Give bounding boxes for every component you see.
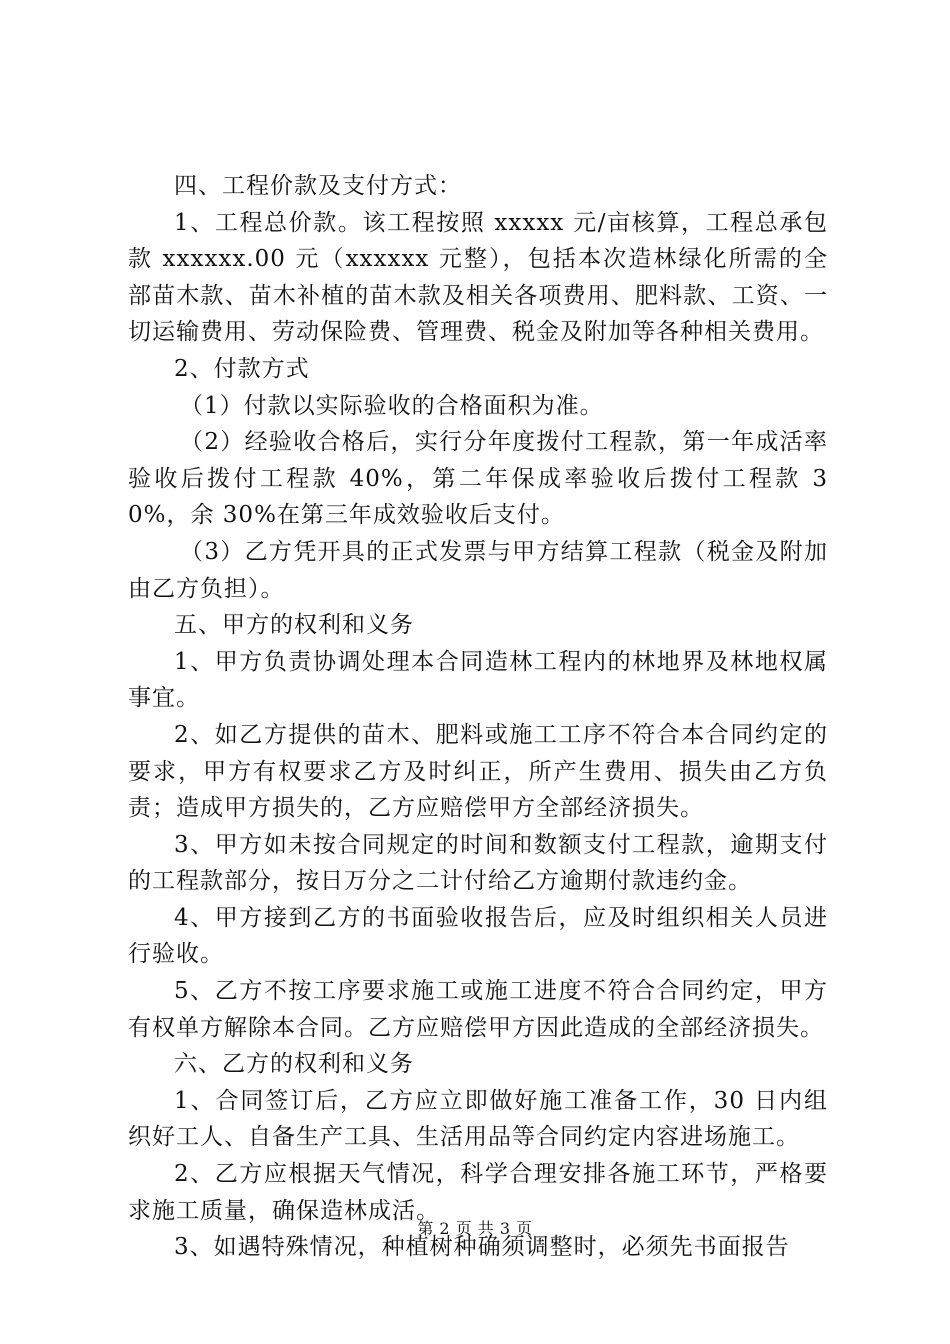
paragraph-party-a-3: 3、甲方如未按合同规定的时间和数额支付工程款，逾期支付的工程款部分，按日万分之二计付给乙方逾期付款违约金。 bbox=[128, 831, 828, 895]
paragraph-party-b-3: 3、如遇特殊情况，种植树种确须调整时，必须先书面报告 bbox=[174, 1234, 790, 1261]
section-heading-6: 六、乙方的权利和义务 bbox=[174, 1051, 414, 1078]
paragraph-party-a-5: 5、乙方不按工序要求施工或施工进度不符合合同约定，甲方有权单方解除本合同。乙方应赔偿甲方因此造成的全部经济损失。 bbox=[128, 978, 828, 1041]
paragraph-payment-3: （3）乙方凭开具的正式发票与甲方结算工程款（税金及附加由乙方负担）。 bbox=[128, 538, 828, 602]
paragraph-party-b-1: 1、合同签订后，乙方应立即做好施工准备工作，30 日内组织好工人、自备生产工具、生活用品等合同约定内容进场施工。 bbox=[128, 1087, 828, 1151]
paragraph-party-b-2: 2、乙方应根据天气情况，科学合理安排各施工环节，严格要求施工质量，确保造林成活。 bbox=[128, 1161, 828, 1224]
paragraph-payment-method: 2、付款方式 bbox=[174, 355, 310, 382]
section-heading-5: 五、甲方的权利和义务 bbox=[174, 612, 414, 639]
paragraph-payment-1: （1）付款以实际验收的合格面积为准。 bbox=[180, 392, 604, 419]
paragraph-party-a-1: 1、甲方负责协调处理本合同造林工程内的林地界及林地权属事宜。 bbox=[128, 648, 828, 712]
paragraph-payment-2: （2）经验收合格后，实行分年度拨付工程款，第一年成活率验收后拨付工程款 40%，第二年保成率验收后拨付工程款 30%，余 30%在第三年成效验收后支付。 bbox=[128, 429, 828, 529]
document-body bbox=[128, 168, 828, 1266]
page-footer: 第 2 页 共 3 页 bbox=[417, 1219, 533, 1238]
section-heading-4: 四、工程价款及支付方式： bbox=[174, 173, 462, 199]
paragraph-total-price: 1、工程总价款。该工程按照 xxxxx 元/亩核算，工程总承包款 xxxxxx.00 元（xxxxxx 元整），包括本次造林绿化所需的全部苗木款、苗木补植的苗木款及相关各项费用、肥料款、工资、一切运输费用、劳动保险费、管理费、税金及附加等各种相关费用。 bbox=[128, 209, 828, 346]
paragraph-party-a-2: 2、如乙方提供的苗木、肥料或施工工序不符合本合同约定的要求，甲方有权要求乙方及时纠正，所产生费用、损失由乙方负责；造成甲方损失的，乙方应赔偿甲方全部经济损失。 bbox=[128, 721, 828, 822]
paragraph-party-a-4: 4、甲方接到乙方的书面验收报告后，应及时组织相关人员进行验收。 bbox=[128, 904, 828, 968]
